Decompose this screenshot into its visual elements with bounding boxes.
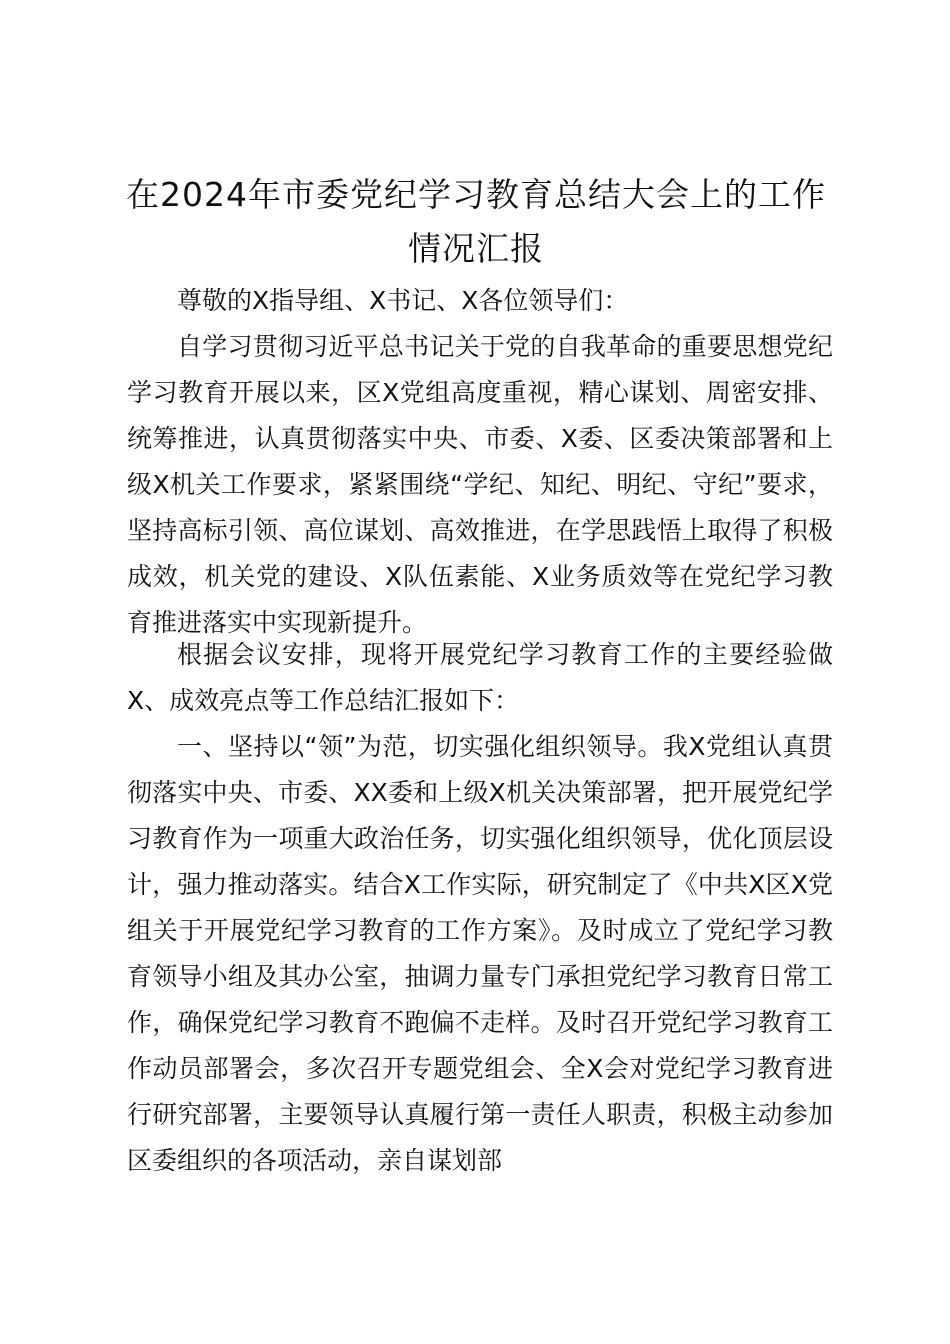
document-title: 在2024年市委党纪学习教育总结大会上的工作情况汇报 [126,175,826,268]
paragraph-intro: 自学习贯彻习近平总书记关于党的自我革命的重要思想党纪学习教育开展以来，区X党组高度重视，精心谋划、周密安排、统筹推进，认真贯彻落实中央、市委、X委、区委决策部署和上级X机关工作要求，紧紧围绕“学纪、知纪、明纪、守纪”要求，坚持高标引领、高位谋划、高效推进，在学思践悟上取得了积极成效，机关党的建设、X队伍素能、X业务质效等在党纪学习教育推进落实中实现新提升。 [127,332,833,637]
paragraph-section-one: 一、坚持以“领”为范，切实强化组织领导。我X党组认真贯彻落实中央、市委、XX委和上级X机关决策部署，把开展党纪学习教育作为一项重大政治任务，切实强化组织领导，优化顶层设计，强力推动落实。结合X工作实际，研究制定了《中共X区X党组关于开展党纪学习教育的工作方案》。及时成立了党纪学习教育领导小组及其办公室，抽调力量专门承担党纪学习教育日常工作，确保党纪学习教育不跑偏不走样。及时召开党纪学习教育工作动员部署会，多次召开专题党组会、全X会对党纪学习教育进行研究部署，主要领导认真履行第一责任人职责，积极主动参加区委组织的各项活动，亲自谋划部 [127,732,833,1175]
paragraph-arrangement: 根据会议安排，现将开展党纪学习教育工作的主要经验做X、成效亮点等工作总结汇报如下： [127,640,833,715]
salutation: 尊敬的X指导组、X书记、X各位领导们： [177,286,629,315]
